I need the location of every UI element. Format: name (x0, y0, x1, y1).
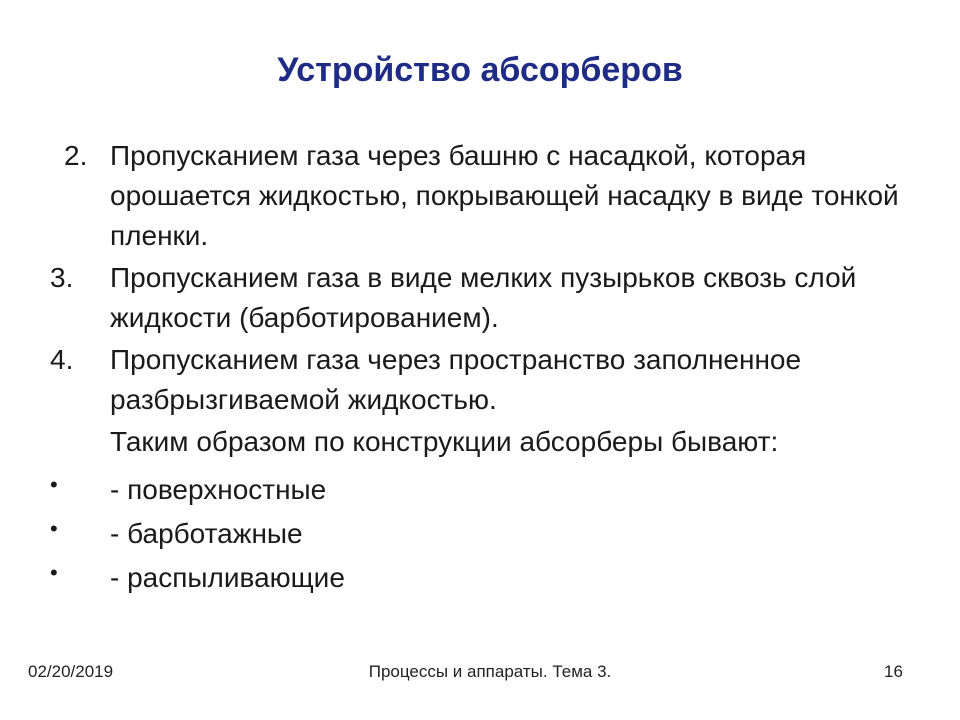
bullet-marker: • (50, 560, 58, 585)
bullet-item (0, 470, 960, 510)
bullet-text: - распыливающие (110, 562, 345, 593)
item-number: 3. (50, 262, 74, 293)
bullet-marker: • (50, 516, 58, 541)
item-text: Пропусканием газа через башню с насадкой, которая орошается жидкостью, покрывающей насадку в виде тонкой пленки. (110, 140, 899, 251)
bullet-text: - поверхностные (110, 474, 327, 505)
summary-line (0, 422, 960, 462)
item-text: Пропусканием газа в виде мелких пузырьков сквозь слой жидкости (барботированием). (110, 262, 857, 333)
item-text: Пропусканием газа через пространство заполненное разбрызгиваемой жидкостью. (110, 344, 802, 415)
bullet-item (0, 558, 960, 598)
page-number: 16 (884, 662, 903, 681)
numbered-item (0, 136, 960, 256)
numbered-item (0, 258, 960, 338)
item-number: 2. (64, 140, 88, 171)
item-number: 4. (50, 344, 74, 375)
bullet-marker: • (50, 472, 58, 497)
footer-course: Процессы и аппараты. Тема 3. (368, 662, 612, 681)
footer-date: 02/20/2019 (28, 662, 114, 681)
bullet-item (0, 514, 960, 554)
slide-title: Устройство абсорберов (277, 51, 683, 89)
numbered-item (0, 340, 960, 420)
bullet-text: - барботажные (110, 518, 303, 549)
summary-text: Таким образом по конструкции абсорберы бывают: (110, 426, 779, 457)
